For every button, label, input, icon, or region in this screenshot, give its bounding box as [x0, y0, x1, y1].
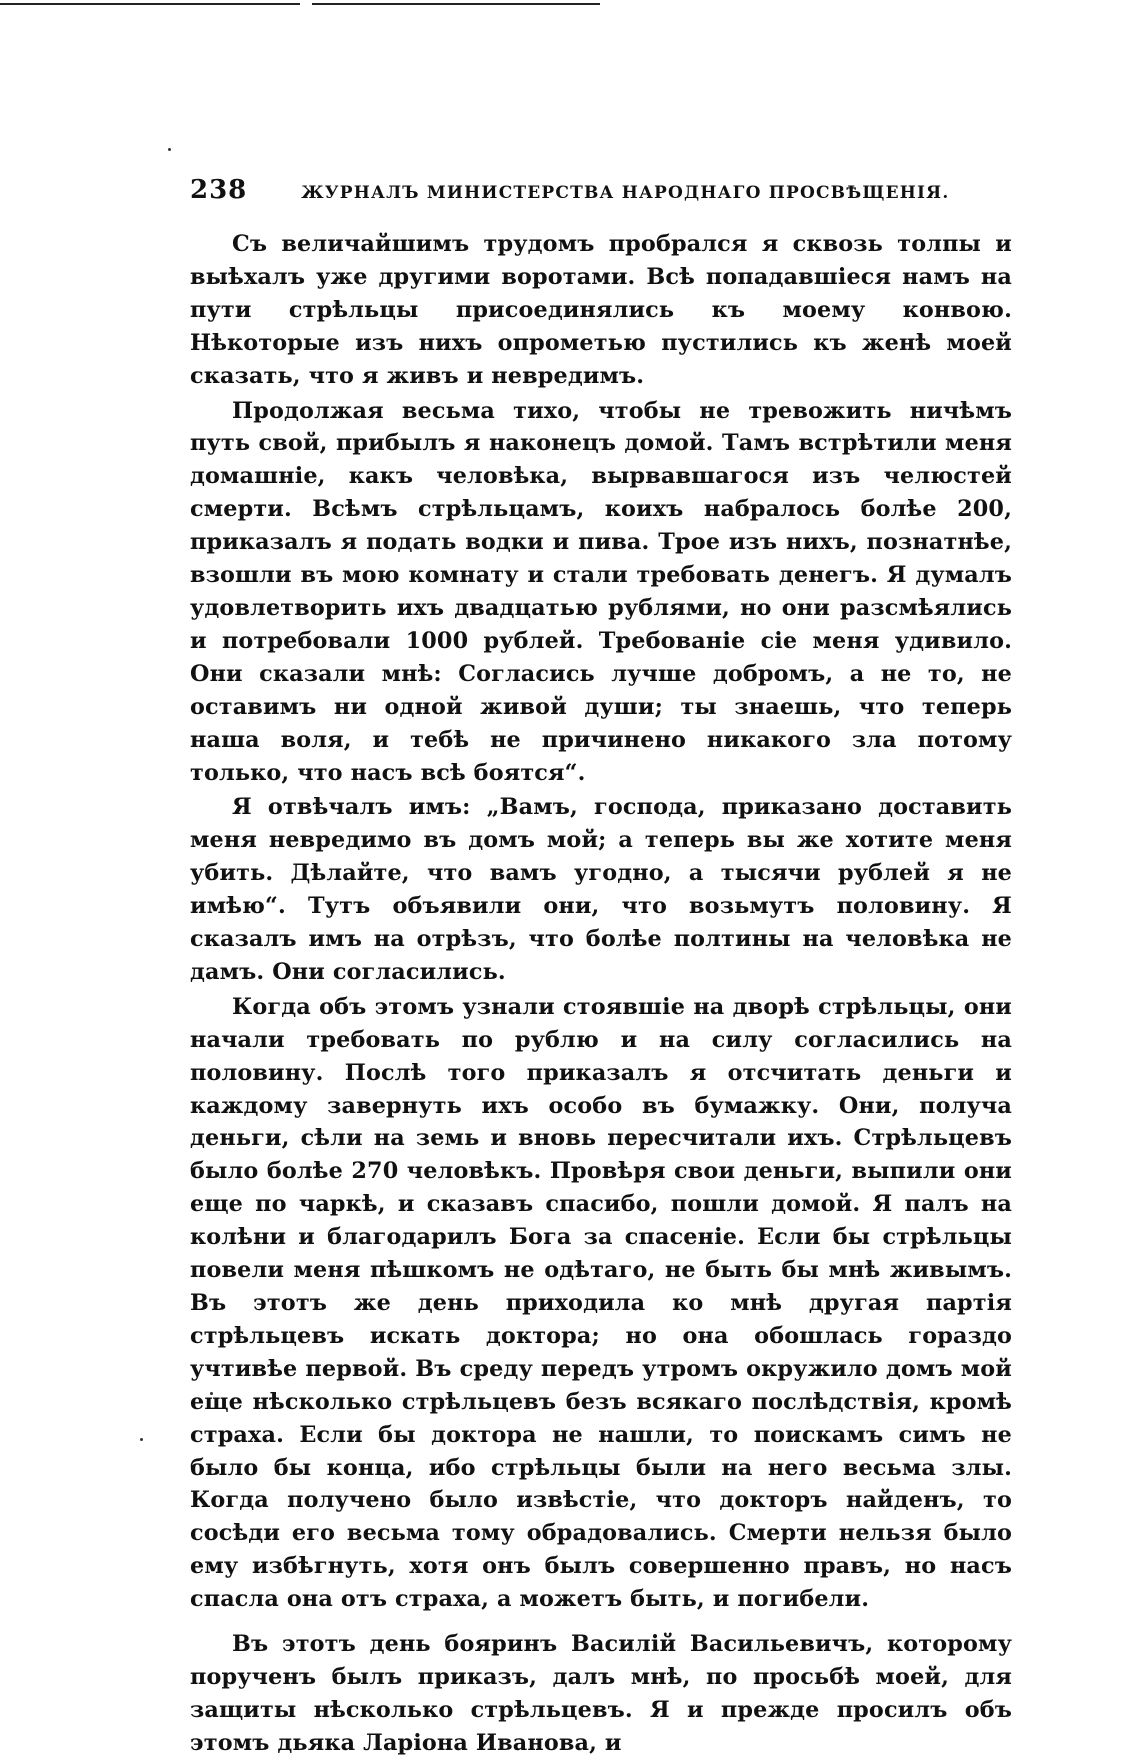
paragraph: Когда объ этомъ узнали стоявшіе на дворѣ стрѣльцы, они начали требовать по рублю и на силу согласились на половину. Послѣ того приказалъ я отсчитать деньги и каждому завернуть ихъ особо въ бумажку. Они, получа деньги, сѣли на земь и вновь пересчитали ихъ. Стрѣльцевъ было болѣе 270 человѣкъ. Провѣря свои деньги, выпили они еще по чаркѣ, и сказавъ спасибо, пошли домой. Я палъ на колѣни и благодарилъ Бога за спасеніе. Если бы стрѣльцы повели меня пѣшкомъ не одѣтаго, не быть бы мнѣ живымъ. Въ этотъ же день приходила ко мнѣ другая партія стрѣльцевъ искать доктора; но она обошлась гораздо учтивѣе первой. Въ среду передъ утромъ окружило домъ мой еще нѣсколько стрѣльцевъ безъ всякаго послѣдствія, кромѣ страха. Если бы доктора не нашли, то поискамъ симъ не было бы конца, ибо стрѣльцы были на него весьма злы. Когда получено было извѣстіе, что докторъ найденъ, то сосѣди его весьма тому обрадовались. Смерти нельзя было ему избѣгнуть, хотя онъ былъ совершенно правъ, но насъ спасла она отъ страха, а можетъ быть, и погибели. — [190, 993, 1012, 1613]
page-header — [190, 175, 1012, 205]
page-speck — [168, 148, 171, 151]
page-number: 238 — [190, 175, 248, 205]
top-rule-right — [312, 3, 600, 5]
running-title: ЖУРНАЛЪ МИНИСТЕРСТВА НАРОДНАГО ПРОСВѢЩЕНІЯ. — [301, 183, 950, 203]
paragraph: Съ величайшимъ трудомъ пробрался я сквозь толпы и выѣхалъ уже другими воротами. Всѣ попадавшіеся намъ на пути стрѣльцы присоединялись къ моему конвою. Нѣкоторые изъ нихъ опрометью пустились къ женѣ моей сказать, что я живъ и невредимъ. — [190, 231, 1012, 389]
paragraph: Въ этотъ день бояринъ Василій Васильевичъ, которому порученъ былъ приказъ, далъ мнѣ, по просьбѣ моей, для защиты нѣсколько стрѣльцевъ. Я и прежде просилъ объ этомъ дьяка Ларіона Иванова, и — [190, 1631, 1012, 1756]
top-rule-left — [0, 3, 300, 5]
paragraph: Я отвѣчалъ имъ: „Вамъ, господа, приказано доставить меня невредимо въ домъ мой; а теперь вы же хотите меня убить. Дѣлайте, что вамъ угодно, а тысячи рублей я не имѣю“. Тутъ объявили они, что возьмутъ половину. Я сказалъ имъ на отрѣзъ, что болѣе полтины на человѣка не дамъ. Они согласились. — [190, 794, 1012, 985]
paragraph: Продолжая весьма тихо, чтобы не тревожить ничѣмъ путь свой, прибылъ я наконецъ домой. Тамъ встрѣтили меня домашніе, какъ человѣка, вырвавшагося изъ челюстей смерти. Всѣмъ стрѣльцамъ, коихъ набралось болѣе 200, приказалъ я подать водки и пива. Трое изъ нихъ, познатнѣе, взошли въ мою комнату и стали требовать денегъ. Я думалъ удовлетворить ихъ двадцатью рублями, но они разсмѣялись и потребовали 1000 рублей. Требованіе сіе меня удивило. Они сказали мнѣ: Согласись лучше добромъ, а не то, не оставимъ ни одной живой души; ты знаешь, что теперь наша воля, и тебѣ не причинено никакого зла потому только, что насъ всѣ боятся“. — [190, 397, 1012, 786]
page-speck — [140, 1438, 143, 1441]
body-text — [190, 228, 1012, 1760]
